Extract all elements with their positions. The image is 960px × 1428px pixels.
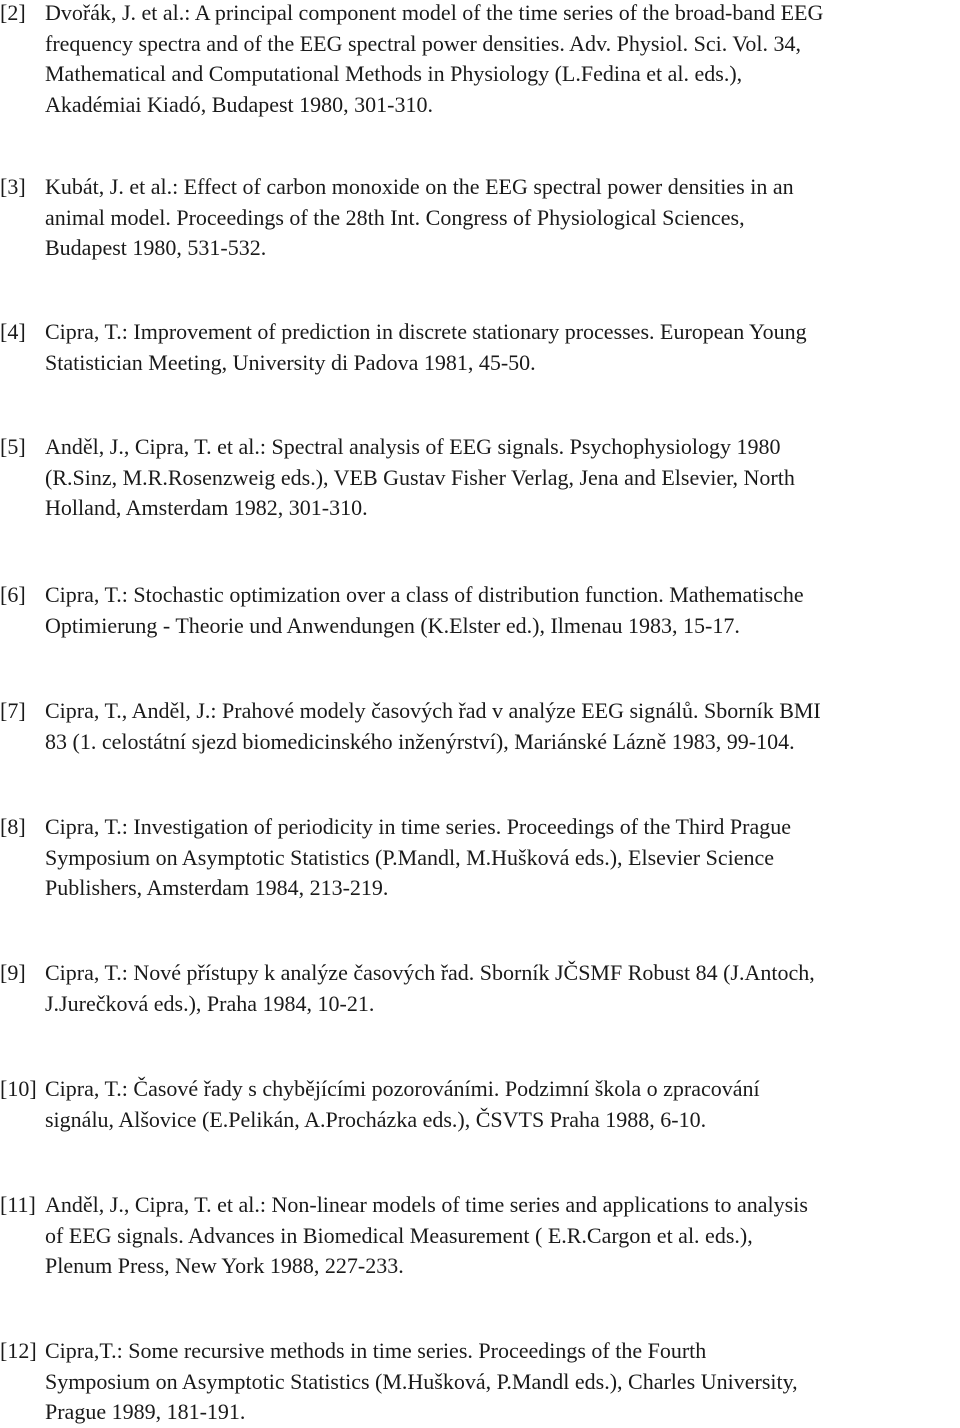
reference-text-line: J.Jurečková eds.), Praha 1984, 10-21. — [45, 990, 375, 1016]
reference-text-line: Cipra, T.: Nové přístupy k analýze časových řad. Sborník JČSMF Robust 84 (J.Antoch, — [45, 960, 815, 985]
reference-entry-4 — [0, 317, 955, 378]
reference-text-line: Prague 1989, 181-191. — [45, 1399, 246, 1424]
reference-entry-7 — [0, 696, 955, 757]
reference-text-line: Dvořák, J. et al.: A principal component model of the time series of the broad-band EEG — [45, 0, 824, 25]
reference-text-line: Cipra, T., Anděl, J.: Prahové modely časových řad v analýze EEG signálů. Sborník BMI — [45, 698, 821, 723]
reference-text-line: Holland, Amsterdam 1982, 301-310. — [45, 495, 368, 520]
reference-number: [10] — [0, 1076, 37, 1101]
reference-text-line: animal model. Proceedings of the 28th Int. Congress of Physiological Sciences, — [45, 204, 745, 230]
reference-text-line: 83 (1. celostátní sjezd biomedicinského inženýrství), Mariánské Lázně 1983, 99-104. — [45, 728, 795, 754]
reference-number: [2] — [0, 0, 26, 25]
reference-text-line: frequency spectra and of the EEG spectral power densities. Adv. Physiol. Sci. Vol. 34, — [45, 30, 801, 56]
reference-entry-3 — [0, 172, 955, 264]
reference-entry-6 — [0, 580, 955, 641]
reference-number: [9] — [0, 960, 26, 985]
reference-entry-10 — [0, 1074, 955, 1135]
reference-number: [12] — [0, 1338, 37, 1363]
reference-text-line: Cipra, T.: Improvement of prediction in discrete stationary processes. European Young — [45, 319, 807, 344]
reference-entry-5 — [0, 432, 955, 524]
reference-number: [8] — [0, 814, 26, 839]
reference-number: [7] — [0, 698, 26, 723]
reference-text-line: Symposium on Asymptotic Statistics (M.Hušková, P.Mandl eds.), Charles University, — [45, 1368, 798, 1394]
reference-text-line: Symposium on Asymptotic Statistics (P.Mandl, M.Hušková eds.), Elsevier Science — [45, 844, 775, 870]
reference-entry-8 — [0, 812, 955, 904]
reference-text-line: Mathematical and Computational Methods in Physiology (L.Fedina et al. eds.), — [45, 61, 743, 86]
reference-text-line: Anděl, J., Cipra, T. et al.: Non-linear models of time series and applications to analysis — [45, 1192, 808, 1217]
reference-entry-12 — [0, 1336, 955, 1428]
reference-text-line: of EEG signals. Advances in Biomedical Measurement ( E.R.Cargon et al. eds.), — [45, 1222, 753, 1248]
reference-text-line: Budapest 1980, 531-532. — [45, 235, 267, 260]
reference-text-line: signálu, Alšovice (E.Pelikán, A.Procházka eds.), ČSVTS Praha 1988, 6-10. — [45, 1106, 707, 1132]
reference-number: [6] — [0, 582, 26, 607]
reference-number: [5] — [0, 434, 26, 459]
reference-text-line: Cipra, T.: Investigation of periodicity in time series. Proceedings of the Third Prague — [45, 814, 792, 839]
reference-entry-11 — [0, 1190, 955, 1282]
reference-text-line: Cipra,T.: Some recursive methods in time series. Proceedings of the Fourth — [45, 1338, 707, 1363]
reference-text-line: (R.Sinz, M.R.Rosenzweig eds.), VEB Gustav Fisher Verlag, Jena and Elsevier, North — [45, 464, 795, 490]
reference-text-line: Statistician Meeting, University di Padova 1981, 45-50. — [45, 349, 536, 375]
reference-number: [11] — [0, 1192, 36, 1217]
reference-text-line: Cipra, T.: Stochastic optimization over a class of distribution function. Mathematische — [45, 582, 804, 607]
reference-number: [4] — [0, 319, 26, 344]
reference-text-line: Anděl, J., Cipra, T. et al.: Spectral analysis of EEG signals. Psychophysiology 1980 — [45, 434, 781, 459]
reference-text-line: Akadémiai Kiadó, Budapest 1980, 301-310. — [45, 91, 433, 117]
reference-entry-9 — [0, 958, 955, 1019]
reference-entry-2 — [0, 0, 955, 120]
reference-number: [3] — [0, 174, 26, 199]
reference-text-line: Publishers, Amsterdam 1984, 213-219. — [45, 875, 389, 900]
reference-text-line: Plenum Press, New York 1988, 227-233. — [45, 1253, 404, 1278]
reference-text-line: Cipra, T.: Časové řady s chybějícími pozorováními. Podzimní škola o zpracování — [45, 1076, 760, 1101]
reference-text-line: Kubát, J. et al.: Effect of carbon monoxide on the EEG spectral power densities in an — [45, 174, 794, 199]
reference-text-line: Optimierung - Theorie und Anwendungen (K.Elster ed.), Ilmenau 1983, 15-17. — [45, 612, 740, 638]
